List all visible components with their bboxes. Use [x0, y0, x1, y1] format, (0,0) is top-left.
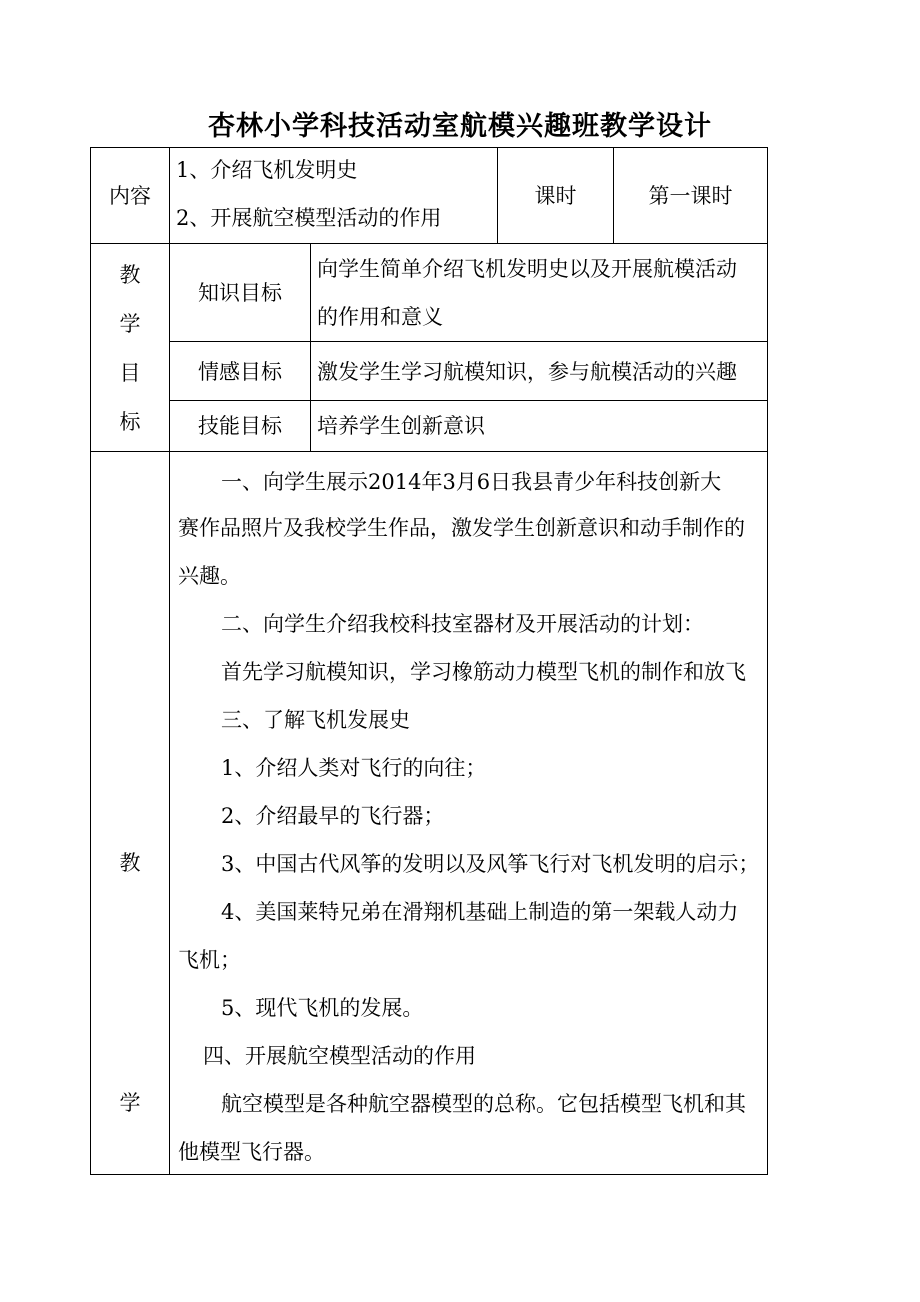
teaching-line: 兴趣。 — [178, 564, 241, 588]
teaching-line: 赛作品照片及我校学生作品，激发学生创新意识和动手制作的 — [178, 516, 745, 540]
objective-text-knowledge: 的作用和意义 — [317, 305, 443, 329]
page-title: 杏林小学科技活动室航模兴趣班教学设计 — [208, 111, 712, 142]
teaching-line: 二、向学生介绍我校科技室器材及开展活动的计划： — [221, 612, 704, 636]
teaching-line: 1、介绍人类对飞行的向往； — [221, 756, 487, 780]
teaching-line: 航空模型是各种航空器模型的总称。它包括模型飞机和其 — [221, 1092, 746, 1116]
objective-text-knowledge: 向学生简单介绍飞机发明史以及开展航模活动 — [317, 257, 737, 281]
content-label: 内容 — [109, 184, 151, 208]
objective-text-emotion: 激发学生学习航模知识，参与航模活动的兴趣 — [317, 360, 737, 384]
teaching-line: 四、开展航空模型活动的作用 — [203, 1044, 476, 1068]
objective-label-skill: 技能目标 — [198, 414, 282, 438]
content-line: 2、开展航空模型活动的作用 — [176, 206, 442, 230]
teaching-line: 他模型飞行器。 — [178, 1140, 325, 1164]
teaching-line: 一、向学生展示2014年3月6日我县青少年科技创新大 — [221, 470, 722, 494]
objective-text-skill: 培养学生创新意识 — [317, 414, 485, 438]
teaching-section-label: 教 — [119, 851, 141, 875]
teaching-line: 三、了解飞机发展史 — [221, 708, 410, 732]
teaching-line: 首先学习航模知识，学习橡筋动力模型飞机的制作和放飞 — [221, 660, 746, 684]
teaching-line: 4、美国莱特兄弟在滑翔机基础上制造的第一架载人动力 — [221, 900, 739, 924]
teaching-section-label: 学 — [119, 1091, 141, 1115]
period-label: 课时 — [534, 184, 577, 208]
objective-label-emotion: 情感目标 — [198, 360, 282, 384]
teaching-line: 5、现代飞机的发展。 — [221, 996, 424, 1020]
teaching-line: 飞机； — [178, 948, 241, 972]
teaching-line: 2、介绍最早的飞行器； — [221, 804, 445, 828]
content-line: 1、介绍飞机发明史 — [176, 158, 358, 182]
objective-label-knowledge: 知识目标 — [198, 281, 282, 305]
period-value: 第一课时 — [648, 184, 733, 208]
teaching-line: 3、中国古代风筝的发明以及风筝飞行对飞机发明的启示； — [221, 852, 760, 876]
